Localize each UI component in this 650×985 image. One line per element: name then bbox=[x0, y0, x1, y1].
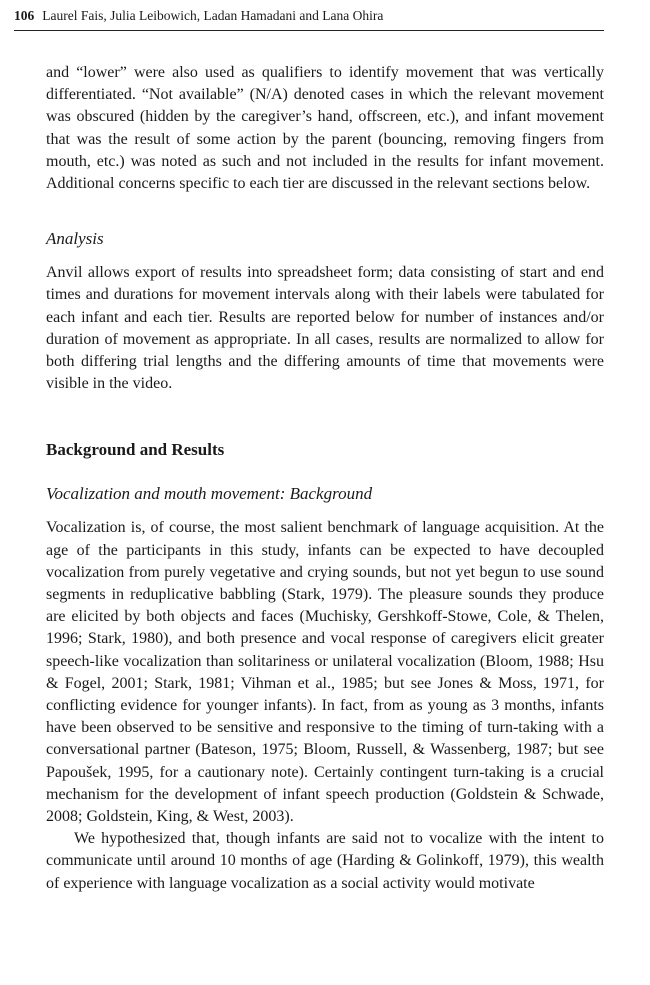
subsection-heading: Vocalization and mouth movement: Background bbox=[46, 484, 373, 504]
page-number: 106 bbox=[14, 8, 35, 23]
analysis-heading: Analysis bbox=[46, 229, 104, 249]
running-head bbox=[14, 6, 604, 31]
paragraph-intro: and “lower” were also used as qualifiers to identify movement that was vertically differentiated. “Not available” (N/A) denoted cases in which the relevant movement was obscured (hidden by the caregiver’s hand, offscreen, etc.), and infant movement that was the result of some action by the parent (bouncing, removing fingers from mouth, etc.) was noted as such and not included in the results for infant movement. Additional concerns specific to each tier are discussed in the relevant sections below. bbox=[46, 64, 604, 193]
paragraph-vocalization: Vocalization is, of course, the most salient benchmark of language acquisition. At the age of the participants in this study, infants can be expected to have decoupled vocalization from purely vegetative and crying sounds, but not yet begun to use sound segments in reduplicative babbling (Stark, 1979). The pleasure sounds they produce are elicited by both objects and faces (Muchisky, Gershkoff-Stowe, Cole, & Thelen, 1996; Stark, 1980), and both presence and vocal response of caregivers elicit greater speech-like vocalization than solitariness or unilateral vocalization (Bloom, 1988; Hsu & Fogel, 2001; Stark, 1981; Vihman et al., 1985; but see Jones & Moss, 1971, for conflicting evidence for younger infants). In fact, from as young as 3 months, infants have been observed to be sensitive and responsive to the timing of turn-taking with a conversational partner (Bateson, 1975; Bloom, Russell, & Wassenberg, 1987; but see Papoušek, 1995, for a cautionary note). Certainly contingent turn-taking is a crucial mechanism for the development of infant speech production (Goldstein & Schwade, 2008; Goldstein, King, & West, 2003). bbox=[46, 519, 604, 826]
section-heading: Background and Results bbox=[46, 440, 225, 460]
paragraph-analysis: Anvil allows export of results into spreadsheet form; data consisting of start and end times and durations for movement intervals along with their labels were tabulated for each infant and each tier. Results are reported below for number of instances and/or duration of movement as appropriate. In all cases, results are normalized to allow for both differing trial lengths and the differing amounts of time that movements were visible in the video. bbox=[46, 264, 604, 393]
page-body bbox=[46, 62, 604, 895]
running-head-authors: Laurel Fais, Julia Leibowich, Ladan Hamadani and Lana Ohira bbox=[42, 8, 384, 23]
paragraph-hypothesis: We hypothesized that, though infants are said not to vocalize with the intent to communicate until around 10 months of age (Harding & Golinkoff, 1979), this wealth of experience with language vocalization as a social activity would motivate bbox=[46, 830, 604, 892]
